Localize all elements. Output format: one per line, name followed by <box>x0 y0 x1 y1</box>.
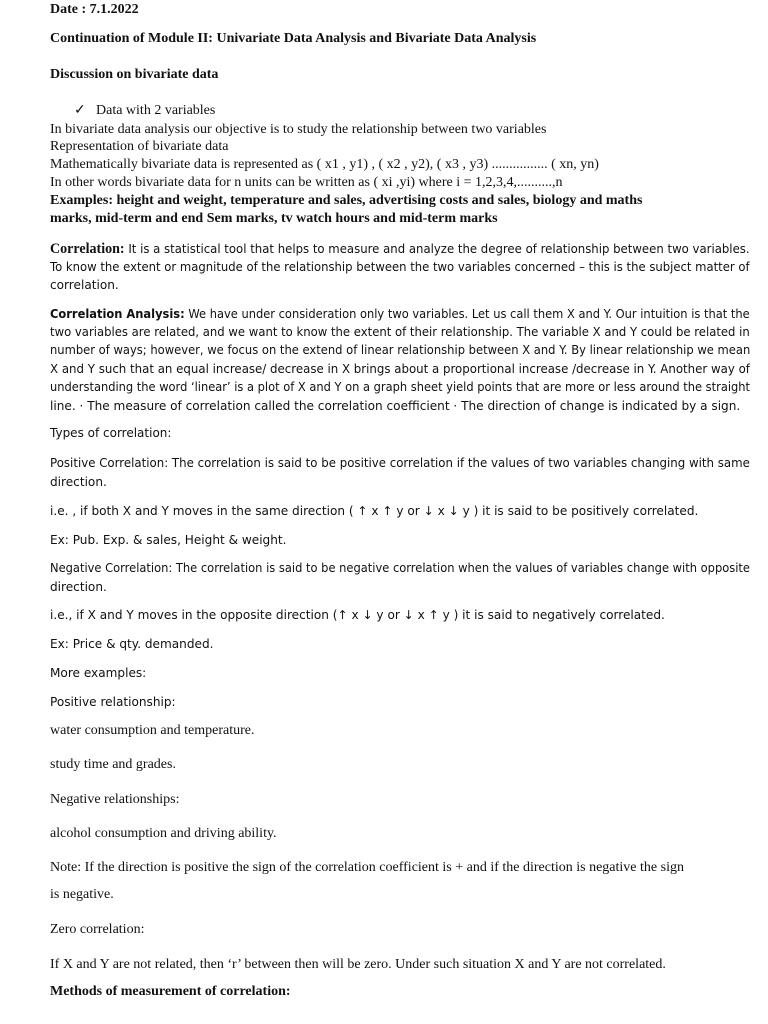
positive-example-1: water consumption and temperature. <box>50 723 255 738</box>
correlation-definition-line-2: To know the extent or magnitude of the relationship between the two variables concerned – this is the subject matter of <box>50 260 750 274</box>
negative-relationship-heading: Negative relationships: <box>50 792 180 807</box>
intro-line-2: Representation of bivariate data <box>50 139 229 154</box>
intro-line-3: Mathematically bivariate data is represented as ( x1 , y1) , ( x2 , y2), ( x3 , y3) ................ ( xn, yn) <box>50 157 599 172</box>
note-line-1: Note: If the direction is positive the sign of the correlation coefficient is + and if the direction is negative the sign <box>50 860 684 875</box>
zero-correlation-heading: Zero correlation: <box>50 922 145 937</box>
positive-correlation-line-1: Positive Correlation: The correlation is said to be positive correlation if the values of two variables changing with same <box>50 456 750 470</box>
analysis-line-4: X and Y such that an equal increase/ decrease in X brings about a proportional increase /decrease in Y. Another way of <box>50 362 750 376</box>
correlation-definition-line-1 <box>50 240 750 259</box>
date-line: Date : 7.1.2022 <box>50 2 139 17</box>
analysis-text-1: We have under consideration only two variables. Let us call them X and Y. Our intuition is that the <box>184 307 750 321</box>
correlation-label: Correlation: <box>50 241 125 257</box>
negative-correlation-line-1: Negative Correlation: The correlation is said to be negative correlation when the values of variables change with opposite <box>50 561 750 575</box>
zero-correlation-text: If X and Y are not related, then ‘r’ between then will be zero. Under such situation X and Y are not correlated. <box>50 957 666 972</box>
positive-correlation-line-2: direction. <box>50 475 107 489</box>
section-heading: Discussion on bivariate data <box>50 67 219 82</box>
correlation-text-1: It is a statistical tool that helps to measure and analyze the degree of relationship between two variables. <box>124 242 750 256</box>
bullet-item <box>74 102 215 119</box>
intro-line-4: In other words bivariate data for n units can be written as ( xi ,yi) where i = 1,2,3,4,..........,n <box>50 175 563 190</box>
examples-line-1: Examples: height and weight, temperature and sales, advertising costs and sales, biology and maths <box>50 193 643 208</box>
analysis-line-3: number of ways; however, we focus on the extend of linear relationship between X and Y. By linear relationship we mean <box>50 343 751 357</box>
intro-line-1: In bivariate data analysis our objective is to study the relationship between two variables <box>50 122 547 137</box>
negative-correlation-line-2: direction. <box>50 580 107 594</box>
checkmark-icon: ✓ <box>74 103 86 118</box>
positive-correlation-example: Ex: Pub. Exp. & sales, Height & weight. <box>50 533 287 547</box>
negative-example-1: alcohol consumption and driving ability. <box>50 826 277 841</box>
negative-correlation-example: Ex: Price & qty. demanded. <box>50 637 214 651</box>
analysis-label: Correlation Analysis: <box>50 307 185 321</box>
more-examples-heading: More examples: <box>50 666 147 680</box>
analysis-line-2: two variables are related, and we want to know the extent of their relationship. The variable X and Y could be related in <box>50 325 750 339</box>
correlation-definition-line-3: correlation. <box>50 278 119 292</box>
bullet-text: Data with 2 variables <box>96 103 216 118</box>
positive-example-2: study time and grades. <box>50 757 176 772</box>
negative-correlation-ie: i.e., if X and Y moves in the opposite direction (↑ x ↓ y or ↓ x ↑ y ) it is said to negatively correlated. <box>50 608 665 622</box>
types-heading: Types of correlation: <box>50 426 172 440</box>
document-title: Continuation of Module II: Univariate Data Analysis and Bivariate Data Analysis <box>50 31 537 46</box>
positive-relationship-heading: Positive relationship: <box>50 695 176 709</box>
analysis-line-1 <box>50 305 750 324</box>
methods-heading: Methods of measurement of correlation: <box>50 984 291 999</box>
examples-line-2: marks, mid-term and end Sem marks, tv watch hours and mid-term marks <box>50 211 498 226</box>
analysis-line-5: understanding the word ‘linear’ is a plot of X and Y on a graph sheet yield points that are more or less around the straight <box>50 380 751 394</box>
note-line-2: is negative. <box>50 887 114 902</box>
analysis-line-6: line. · The measure of correlation called the correlation coefficient · The direction of change is indicated by a sign. <box>50 399 741 413</box>
positive-correlation-ie: i.e. , if both X and Y moves in the same direction ( ↑ x ↑ y or ↓ x ↓ y ) it is said to be positively correlated. <box>50 504 699 518</box>
